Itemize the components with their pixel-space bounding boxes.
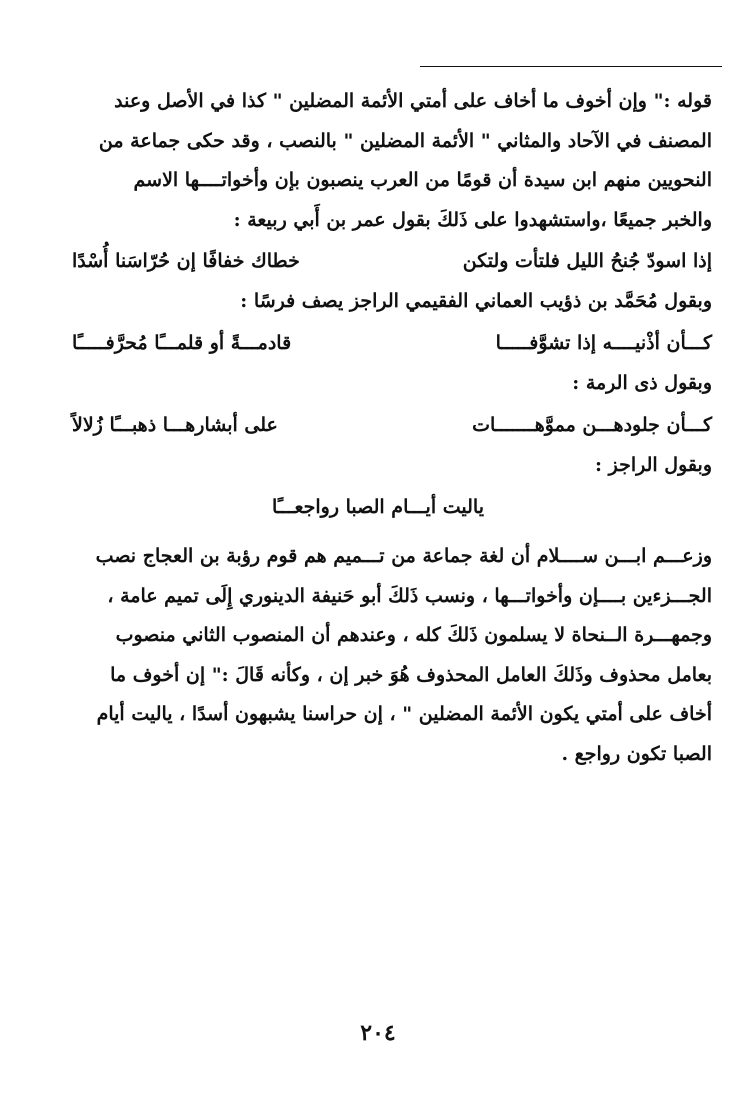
verse-second-hemistich: على أبشارهـــا ذهبـــًا زُلالاً <box>72 414 278 436</box>
text-line: الصبا تكون رواجع . <box>561 742 712 765</box>
text-line: قوله :" وإن أخوف ما أخاف على أمتي الأئمة المضلين " كذا في الأصل وعند <box>114 90 712 112</box>
verse-second-hemistich: خطاك خفافًا إن حُرّاسَنا أُسْدًا <box>72 250 300 272</box>
poem-verse-1 <box>72 250 712 290</box>
text-line: والخبر جميعًا ،واستشهدوا على ذَلكَ بقول عمر بن أَبي ربيعة : <box>233 208 712 231</box>
paragraph-commentary-1 <box>72 82 712 240</box>
footnote-separator-line <box>420 66 722 67</box>
poem-verse-3 <box>72 414 712 454</box>
verse-second-hemistich: قادمـــةً أو قلمـــًا مُحرَّفـــــًا <box>72 332 292 354</box>
poem-verse-4: ياليت أيـــام الصبا رواجعـــًا <box>271 496 484 518</box>
text-line: بعامل محذوف وذَلكَ العامل المحذوف هُوَ خبر إن ، وكأنه قَالَ :" إن أخوف ما <box>110 663 712 686</box>
verse-intro-3: وبقول ذى الرمة : <box>572 372 712 394</box>
paragraph-commentary-2 <box>72 537 712 774</box>
text-line: الجـــزءين بــــإن وأخواتـــها ، ونسب ذَلكَ أبو حَنيفة الدينوري إِلَى تميم عامة ، <box>107 584 712 607</box>
verse-first-hemistich: كـــأن أذْنيــــه إذا تشوَّفـــــا <box>495 332 712 354</box>
verse-first-hemistich: إذا اسودّ جُنحُ الليل فلتأت ولتكن <box>462 250 712 272</box>
text-line: أخاف على أمتي يكون الأئمة المضلين " ، إن حراسنا يشبهون أسدًا ، ياليت أيام <box>96 703 712 725</box>
page-number: ٢٠٤ <box>360 1020 396 1046</box>
text-line: النحويين منهم ابن سيدة أن قومًا من العرب ينصبون بإن وأخواتــــها الاسم <box>133 169 712 191</box>
text-line: وجمهـــرة الــنحاة لا يسلمون ذَلكَ كله ، وعندهم أن المنصوب الثاني منصوب <box>115 624 712 646</box>
verse-first-hemistich: كـــأن جلودهـــن مموَّهـــــــات <box>472 414 712 436</box>
verse-intro-4: وبقول الراجز : <box>595 454 712 476</box>
text-line: المصنف في الآحاد والمثاني " الأئمة المضلين " بالنصب ، وقد حكى جماعة من <box>98 129 712 152</box>
poem-verse-2 <box>72 332 712 372</box>
text-line: وزعـــم ابـــن ســــلام أن لغة جماعة من تـــميم هم قوم رؤبة بن العجاج نصب <box>95 545 712 567</box>
verse-intro-2: وبقول مُحَمَّد بن ذؤيب العماني الفقيمي الراجز يصف فرسًا : <box>240 290 712 312</box>
